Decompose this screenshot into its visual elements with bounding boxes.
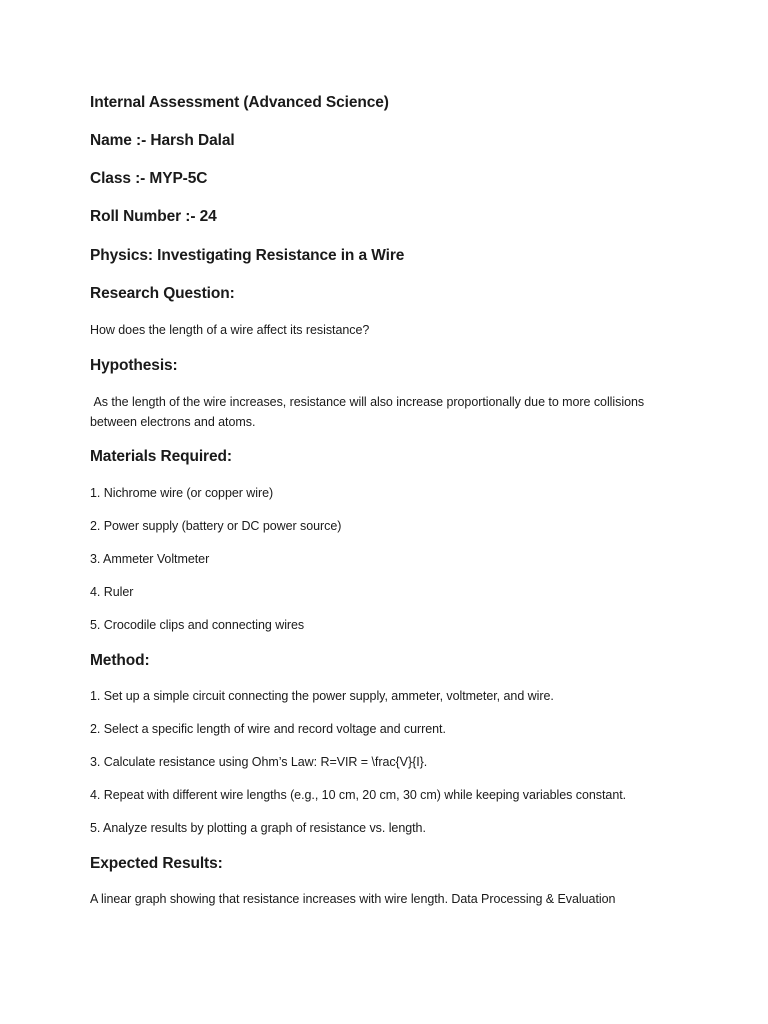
student-name: Name :- Harsh Dalal: [90, 132, 235, 149]
topic-title: Physics: Investigating Resistance in a Wire: [90, 247, 405, 264]
student-class: Class :- MYP-5C: [90, 170, 208, 187]
material-item: 3. Ammeter Voltmeter: [90, 552, 210, 566]
method-step: 5. Analyze results by plotting a graph of resistance vs. length.: [90, 821, 426, 835]
assessment-title: Internal Assessment (Advanced Science): [90, 94, 389, 111]
method-step: 2. Select a specific length of wire and record voltage and current.: [90, 722, 446, 736]
hypothesis-heading: Hypothesis:: [90, 357, 178, 374]
research-question-heading: Research Question:: [90, 285, 235, 302]
method-step: 3. Calculate resistance using Ohm’s Law: R=VIR = \frac{V}{I}.: [90, 755, 428, 769]
expected-results-heading: Expected Results:: [90, 855, 223, 872]
material-item: 2. Power supply (battery or DC power source): [90, 519, 342, 533]
material-item: 1. Nichrome wire (or copper wire): [90, 486, 274, 500]
material-item: 4. Ruler: [90, 585, 134, 599]
method-step: 4. Repeat with different wire lengths (e.g., 10 cm, 20 cm, 30 cm) while keeping variables constant.: [90, 788, 627, 802]
materials-heading: Materials Required:: [90, 448, 232, 465]
material-item: 5. Crocodile clips and connecting wires: [90, 618, 305, 632]
method-step: 1. Set up a simple circuit connecting the power supply, ammeter, voltmeter, and wire.: [90, 689, 554, 703]
method-heading: Method:: [90, 652, 150, 669]
hypothesis-text: As the length of the wire increases, resistance will also increase proportionally due to more collisions between electrons and atoms.: [90, 395, 648, 429]
roll-number: Roll Number :- 24: [90, 208, 217, 225]
research-question-text: How does the length of a wire affect its resistance?: [90, 323, 370, 337]
expected-results-text: A linear graph showing that resistance increases with wire length. Data Processing & Evaluation: [90, 892, 616, 906]
